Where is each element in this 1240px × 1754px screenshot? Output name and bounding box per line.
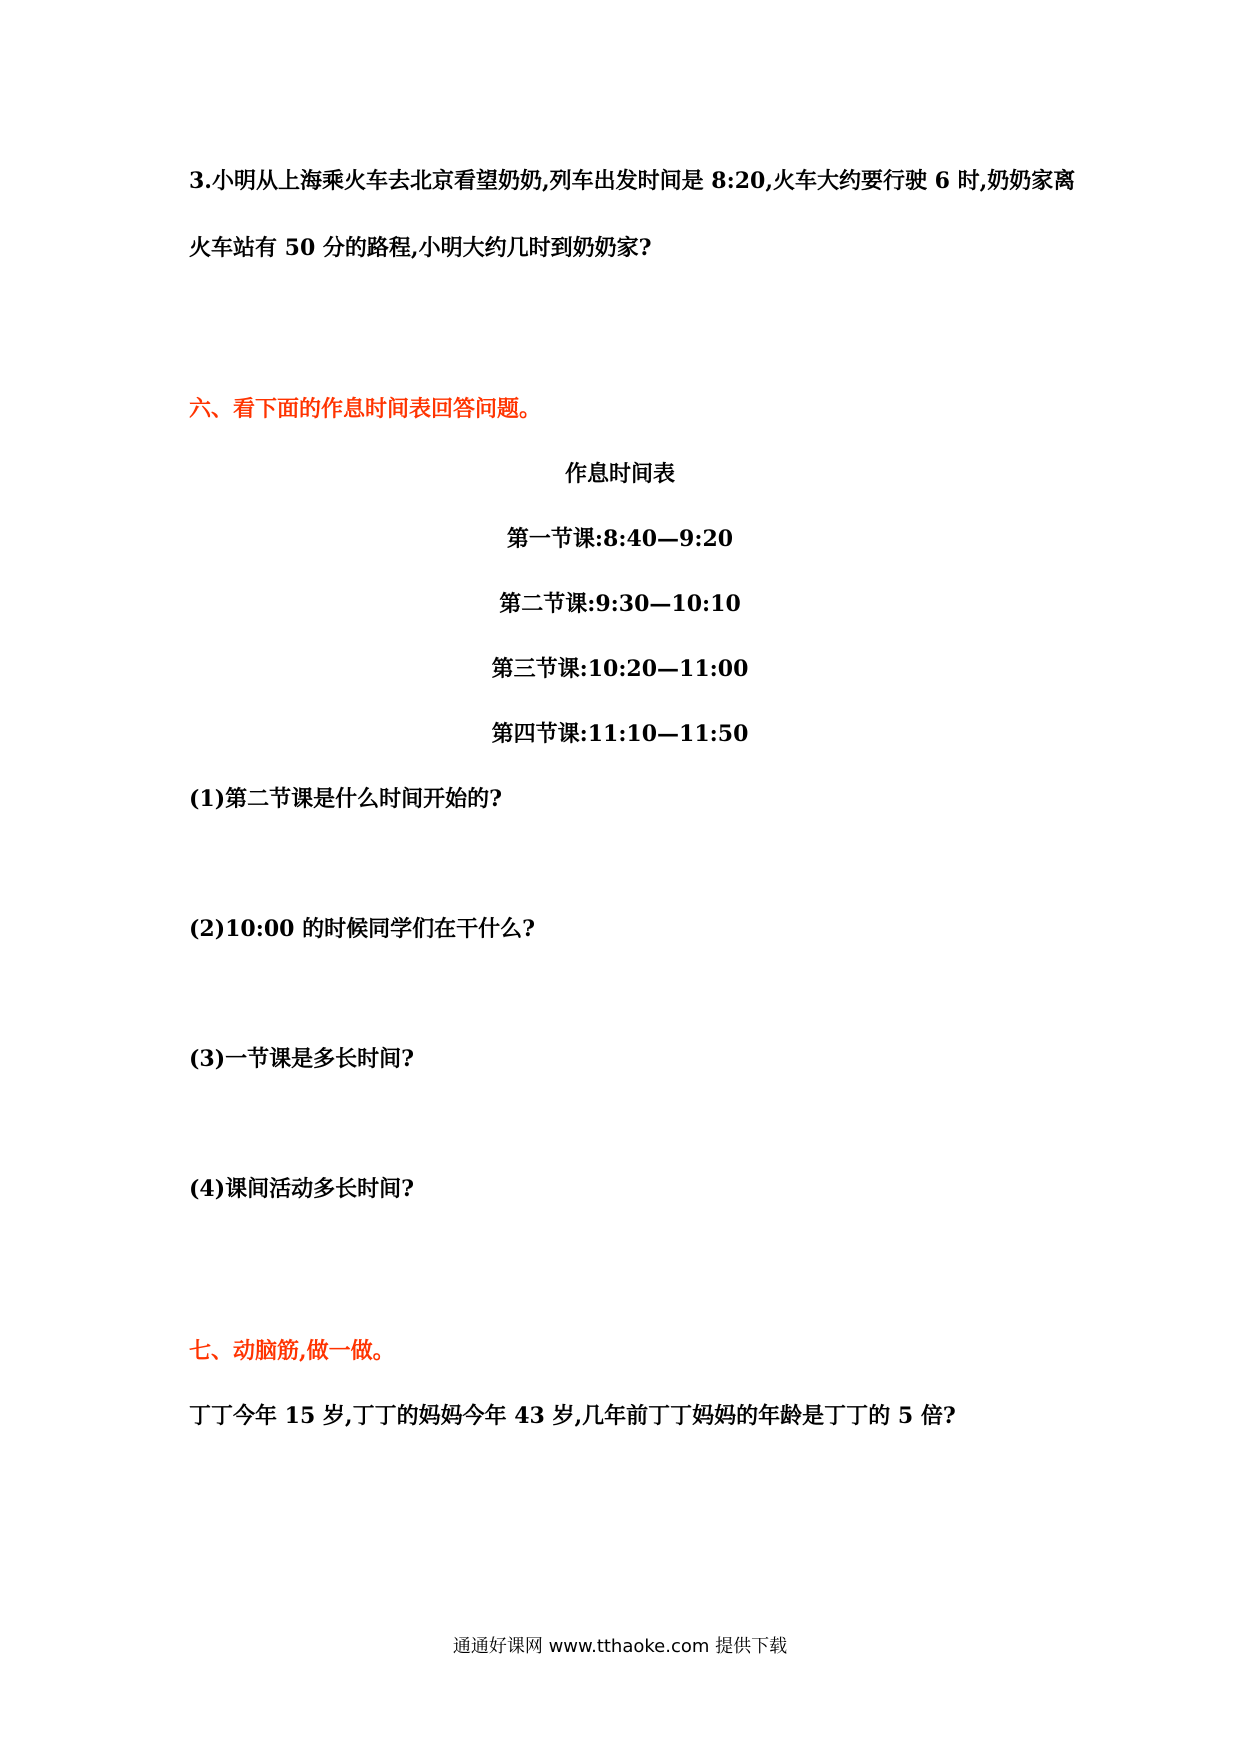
schedule-row-3: 第三节课:10:20—11:00 (491, 656, 749, 682)
schedule-title: 作息时间表 (564, 461, 675, 487)
question-1: (1)第二节课是什么时间开始的? (189, 786, 503, 812)
problem-3-line-1: 3.小明从上海乘火车去北京看望奶奶,列车出发时间是 8:20,火车大约要行驶 6 时,奶奶家离 (189, 168, 1076, 194)
schedule-row-2: 第二节课:9:30—10:10 (499, 591, 741, 617)
schedule-row-4: 第四节课:11:10—11:50 (491, 721, 749, 747)
section-7-heading: 七、动脑筋,做一做。 (189, 1338, 395, 1364)
question-2: (2)10:00 的时候同学们在干什么? (189, 916, 536, 942)
section-6-heading: 六、看下面的作息时间表回答问题。 (189, 396, 542, 422)
section-7-problem: 丁丁今年 15 岁,丁丁的妈妈今年 43 岁,几年前丁丁妈妈的年龄是丁丁的 5 倍? (189, 1403, 956, 1429)
schedule-row-1: 第一节课:8:40—9:20 (506, 526, 734, 552)
footer-text: 通通好课网 www.tthaoke.com 提供下载 (452, 1636, 788, 1657)
question-4: (4)课间活动多长时间? (189, 1176, 415, 1202)
problem-3-line-2: 火车站有 50 分的路程,小明大约几时到奶奶家? (189, 235, 652, 261)
question-3: (3)一节课是多长时间? (189, 1046, 415, 1072)
